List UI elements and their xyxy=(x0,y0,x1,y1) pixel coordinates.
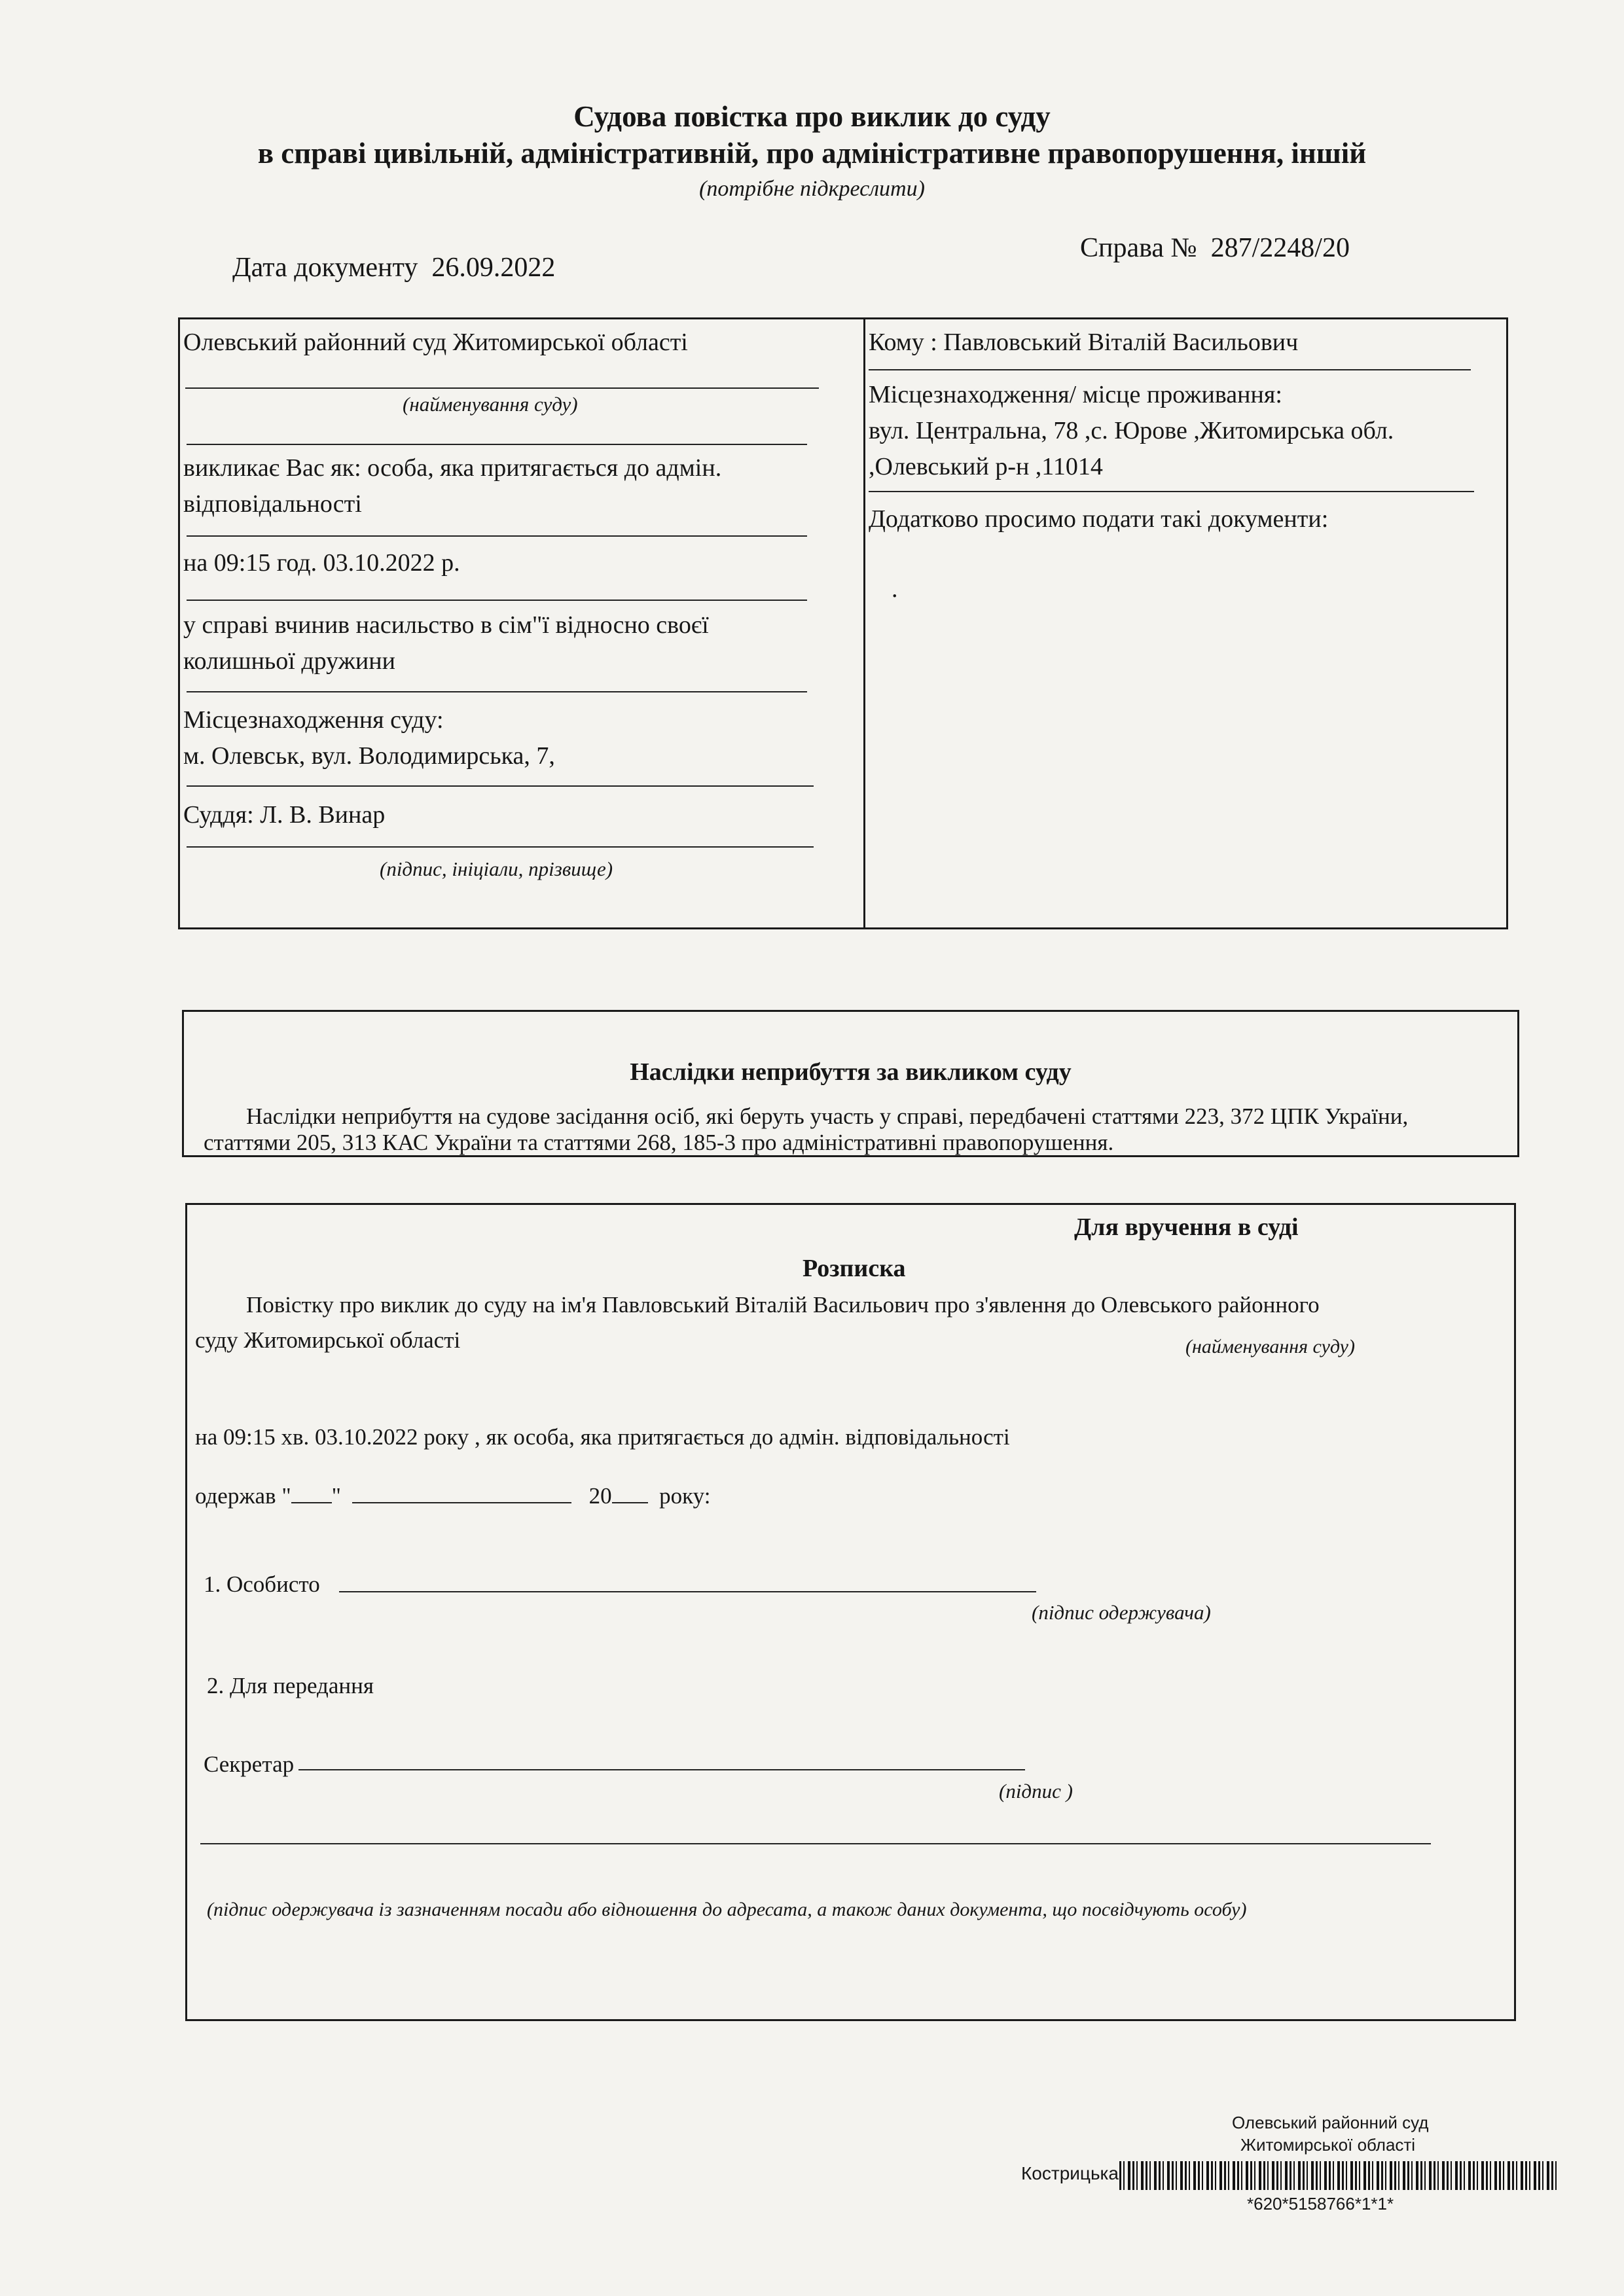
received-year-prefix: 20 xyxy=(588,1483,612,1509)
stamp-court-line-1: Олевський районний суд xyxy=(1232,2113,1429,2132)
stamp-clerk-name: Кострицька xyxy=(1021,2163,1119,2183)
document-date xyxy=(232,252,555,283)
divider xyxy=(187,535,807,537)
judge-signature-line xyxy=(187,846,814,848)
divider xyxy=(187,600,807,601)
personally-signature-line[interactable] xyxy=(339,1591,1036,1592)
received-suffix: року: xyxy=(659,1483,711,1509)
receipt-line-1: Повістку про виклик до суду на ім'я Павловський Віталій Васильович про з'явлення до Олевського районного xyxy=(246,1292,1320,1318)
receipt-title: Розписка xyxy=(803,1255,906,1282)
secretary-label: Секретар xyxy=(204,1751,295,1777)
case-number xyxy=(1080,232,1350,264)
stamp-court-line-2: Житомирської області xyxy=(1240,2135,1416,2155)
recipient: Кому : Павловський Віталій Васильович xyxy=(869,329,1299,356)
recipient-address-line-2: ,Олевський р-н ,11014 xyxy=(869,453,1103,480)
month-blank[interactable] xyxy=(352,1482,571,1503)
documents-value: . xyxy=(892,575,898,603)
received-date-line xyxy=(195,1480,710,1513)
consequences-text-line-1: Наслідки неприбуття на судове засідання осіб, які беруть участь у справі, передбачені статтями 223, 372 ЦПК України, xyxy=(246,1103,1409,1129)
document-date-label: Дата документу xyxy=(232,253,418,283)
document-date-value: 26.09.2022 xyxy=(431,253,556,283)
stamp-code: *620*5158766*1*1* xyxy=(1247,2194,1394,2214)
recipient-signature-caption: (підпис одержувача) xyxy=(1032,1601,1211,1624)
judge-name: Суддя: Л. В. Винар xyxy=(183,801,386,829)
court-location-label: Місцезнаходження суду: xyxy=(183,706,444,734)
case-description-line-1: у справі вчинив насильство в сім"ї відносно своєї xyxy=(183,611,709,639)
divider xyxy=(187,444,807,445)
summons-as-line-2: відповідальності xyxy=(183,490,362,518)
receipt-box xyxy=(185,1203,1516,2021)
court-name: Олевський районний суд Житомирської області xyxy=(183,329,688,356)
summons-as-line-1: викликає Вас як: особа, яка притягається до адмін. xyxy=(183,454,722,482)
transfer-label: 2. Для передання xyxy=(207,1673,374,1698)
court-line xyxy=(185,387,819,389)
summons-right-panel xyxy=(863,317,1508,929)
secretary-signature-line[interactable] xyxy=(298,1769,1025,1770)
signature-caption: (підпис ) xyxy=(999,1780,1073,1803)
recipient-address-label: Місцезнаходження/ місце проживання: xyxy=(869,381,1282,408)
divider xyxy=(869,369,1471,370)
receipt-court-caption: (найменування суду) xyxy=(1185,1336,1355,1357)
barcode-icon xyxy=(1119,2161,1557,2190)
summons-left-panel xyxy=(178,317,865,929)
recipient-address-line-1: вул. Центральна, 78 ,с. Юрове ,Житомирська обл. xyxy=(869,417,1394,444)
recipient-details-line[interactable] xyxy=(200,1843,1431,1844)
received-quote: " xyxy=(331,1483,341,1509)
court-location: м. Олевськ, вул. Володимирська, 7, xyxy=(183,742,555,770)
court-caption: (найменування суду) xyxy=(403,393,578,416)
consequences-box xyxy=(182,1010,1519,1157)
for-court-label: Для вручення в суді xyxy=(1074,1213,1299,1241)
receipt-time-line: на 09:15 хв. 03.10.2022 року , як особа, яка притягається до адмін. відповідальності xyxy=(195,1424,1010,1450)
year-blank[interactable] xyxy=(612,1482,648,1503)
underline-note: (потрібне підкреслити) xyxy=(699,177,925,201)
day-blank[interactable] xyxy=(291,1482,332,1503)
receipt-line-2: суду Житомирської області xyxy=(195,1327,461,1353)
case-number-value: 287/2248/20 xyxy=(1210,233,1350,263)
judge-caption: (підпис, ініціали, прізвище) xyxy=(380,857,613,880)
divider xyxy=(187,785,814,787)
bottom-caption: (підпис одержувача із зазначенням посади або відношення до адресата, а також даних документа, що посвідчують особу) xyxy=(207,1899,1247,1920)
received-prefix: одержав " xyxy=(195,1483,291,1509)
divider xyxy=(869,491,1474,492)
personally-label: 1. Особисто xyxy=(204,1571,320,1597)
page-subtitle: в справі цивільній, адміністративній, про адміністративне правопорушення, іншій xyxy=(257,137,1367,170)
documents-label: Додатково просимо подати такі документи: xyxy=(869,505,1329,533)
case-number-label: Справа № xyxy=(1080,233,1197,263)
consequences-text-line-2: статтями 205, 313 КАС України та статтями 268, 185-3 про адміністративні правопорушення. xyxy=(204,1130,1114,1155)
divider xyxy=(187,691,807,692)
case-description-line-2: колишньої дружини xyxy=(183,647,395,675)
consequences-title: Наслідки неприбуття за викликом суду xyxy=(630,1058,1072,1086)
page-title: Судова повістка про виклик до суду xyxy=(573,100,1051,133)
hearing-time: на 09:15 год. 03.10.2022 р. xyxy=(183,549,460,577)
